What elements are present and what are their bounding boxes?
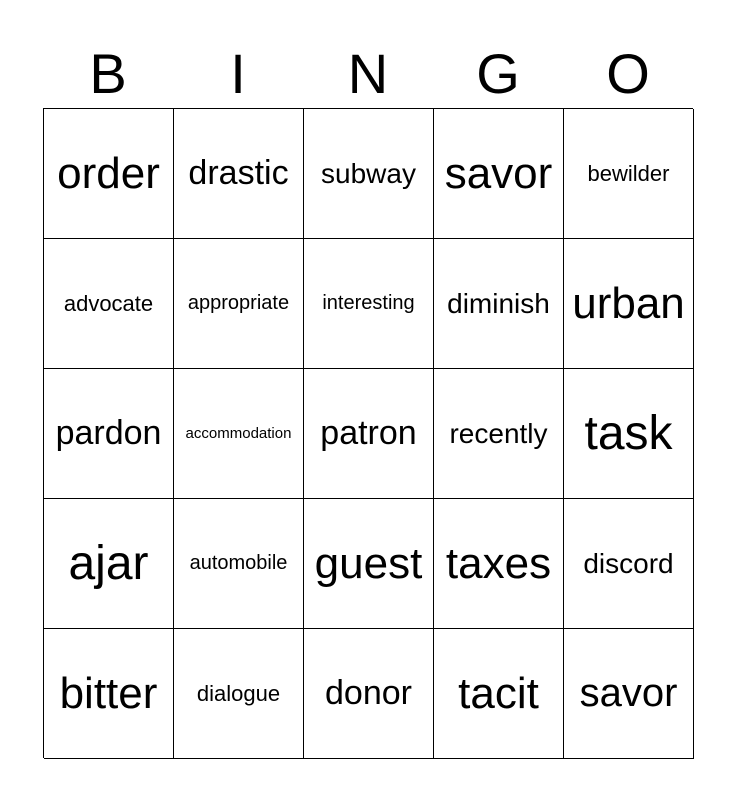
bingo-cell[interactable] [434,369,564,499]
cell-word: diminish [447,287,550,319]
cell-word: drastic [188,154,289,192]
bingo-header [43,40,693,108]
cell-word: accommodation [185,425,292,442]
cell-word: appropriate [187,292,290,314]
cell-word: automobile [189,552,288,574]
bingo-board [43,108,693,758]
bingo-cell[interactable] [44,499,174,629]
cell-word: discord [583,547,674,579]
cell-word: recently [449,417,548,449]
cell-word: task [584,407,673,460]
bingo-cell[interactable] [304,109,434,239]
cell-word: interesting [322,292,415,314]
bingo-cell[interactable] [44,629,174,759]
bingo-cell[interactable] [174,239,304,369]
header-letter-o: O [606,42,650,105]
header-letter-g: G [476,42,520,105]
cell-word: bewilder [587,160,670,186]
cell-word: tacit [458,668,539,718]
bingo-cell[interactable] [434,239,564,369]
bingo-cell[interactable] [44,369,174,499]
bingo-cell[interactable] [304,239,434,369]
bingo-cell[interactable] [304,499,434,629]
bingo-cell[interactable] [434,109,564,239]
cell-word: taxes [445,538,552,588]
bingo-cell[interactable] [44,239,174,369]
cell-word: dialogue [196,680,281,706]
cell-word: guest [314,538,423,588]
bingo-cell[interactable] [174,369,304,499]
header-letter-b: B [89,42,127,105]
bingo-cell[interactable] [44,109,174,239]
bingo-cell[interactable] [174,629,304,759]
bingo-cell[interactable] [564,239,694,369]
cell-word: savor [444,148,553,198]
bingo-cell[interactable] [174,499,304,629]
cell-word: donor [325,674,412,712]
bingo-cell[interactable] [564,109,694,239]
cell-word: advocate [63,290,154,316]
header-letter-n: N [347,42,389,105]
bingo-cell[interactable] [564,369,694,499]
cell-word: subway [321,157,416,189]
bingo-cell[interactable] [564,629,694,759]
header-letter-i: I [230,42,246,105]
bingo-cell[interactable] [304,629,434,759]
cell-word: pardon [55,414,162,452]
bingo-cell[interactable] [434,499,564,629]
cell-word: ajar [68,537,149,590]
cell-word: order [57,148,160,198]
cell-word: bitter [59,668,158,718]
cell-word: urban [572,278,685,328]
bingo-cell[interactable] [434,629,564,759]
bingo-cell[interactable] [174,109,304,239]
bingo-cell[interactable] [304,369,434,499]
cell-word: savor [579,671,678,715]
bingo-cell[interactable] [564,499,694,629]
cell-word: patron [320,414,417,452]
